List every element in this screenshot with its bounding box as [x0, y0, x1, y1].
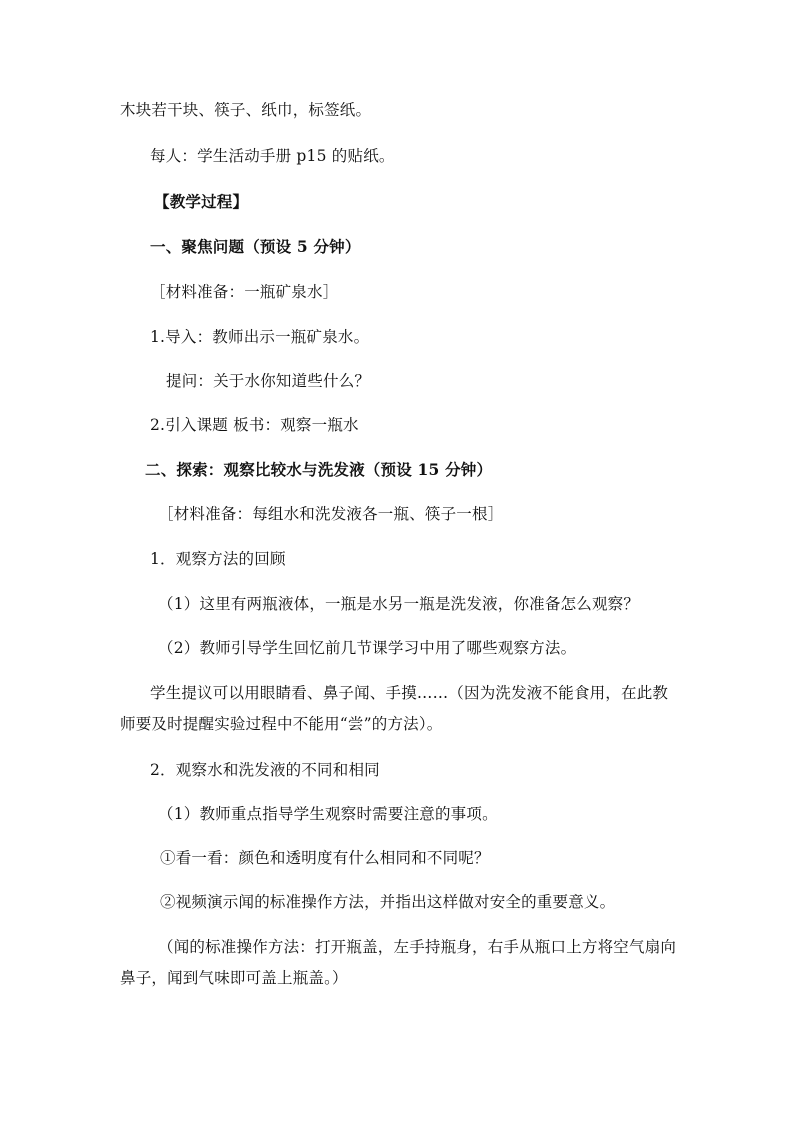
materials-prep-two: ［材料准备：每组水和洗发液各一瓶、筷子一根］ — [158, 505, 504, 523]
look-step-line: ①看一看：颜色和透明度有什么相同和不同呢？ — [160, 849, 490, 867]
teacher-focus-line: （1）教师重点指导学生观察时需要注意的事项。 — [158, 805, 498, 823]
per-person-line: 每人：学生活动手册 p15 的贴纸。 — [150, 147, 395, 165]
teaching-process-heading: 【教学过程】 — [154, 192, 249, 211]
section-two-heading: 二、探索：观察比较水与洗发液（预设 15 分钟） — [145, 460, 493, 479]
teacher-guides-line: （2）教师引导学生回忆前几节课学习中用了哪些观察方法。 — [158, 639, 577, 657]
materials-line: 木块若干块、筷子、纸巾，标签纸。 — [120, 101, 372, 119]
video-demo-line: ②视频演示闻的标准操作方法，并指出这样做对安全的重要意义。 — [160, 893, 616, 911]
student-suggestion-line-2: 师要及时提醒实验过程中不能用“尝”的方法）。 — [120, 715, 443, 733]
section-one-heading: 一、聚焦问题（预设 5 分钟） — [150, 237, 361, 256]
student-suggestion-line-1: 学生提议可以用眼睛看、鼻子闻、手摸……（因为洗发液不能食用，在此教 — [150, 684, 669, 702]
observation-review-heading: 1．观察方法的回顾 — [150, 550, 286, 568]
compare-heading: 2．观察水和洗发液的不同和相同 — [150, 761, 380, 779]
introduce-topic-line: 2.引入课题 板书：观察一瓶水 — [150, 416, 359, 434]
question-line: 提问：关于水你知道些什么？ — [166, 372, 371, 390]
smell-procedure-line-2: 鼻子，闻到气味即可盖上瓶盖。） — [120, 969, 348, 987]
smell-procedure-line-1: （闻的标准操作方法：打开瓶盖，左手持瓶身，右手从瓶口上方将空气扇向 — [158, 938, 677, 956]
question-two-bottles: （1）这里有两瓶液体，一瓶是水另一瓶是洗发液，你准备怎么观察？ — [158, 595, 640, 613]
materials-prep-one: ［材料准备：一瓶矿泉水］ — [150, 283, 339, 301]
step-introduction: 1.导入：教师出示一瓶矿泉水。 — [150, 328, 370, 346]
